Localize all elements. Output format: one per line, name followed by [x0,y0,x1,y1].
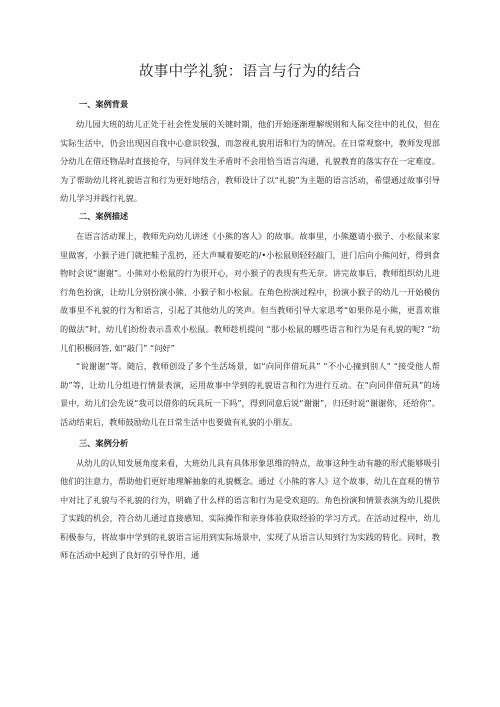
section-heading: 一、案例背景 [79,99,129,109]
section-heading: 三、案例分析 [79,437,129,448]
paragraph: “说谢谢”等。随后，教师创设了多个生活场景，如“向同伴借玩具” “不小心撞到别人” “接受他人帮助”等，让幼儿分组进行情景表演，运用故事中学到的礼貌语言和行为进行互动。在“向同伴借玩具”的场景中，幼儿们会先说“我可以借你的玩具玩一下吗”，得到同意后说“谢谢”，归还时说“谢谢你，还给你”。活动结束后，教师鼓励幼儿在日常生活中也要做有礼貌的小朋友。 [60,361,440,427]
section-analysis [60,437,440,566]
section-background [60,98,440,208]
paragraph: 在语言活动课上，教师先向幼儿讲述《小熊的客人》的故事。故事里，小熊邀请小猴子、小松鼠来家里做客，小猴子进门就把鞋子乱扔，还大声喊着要吃的/•小松鼠则轻轻敲门，进门后向小熊问好，得到食物时会说“谢谢”。小熊对小松鼠的行为很开心，对小猴子的表现有些无奈。讲完故事后，教师组织幼儿进行角色扮演，让幼儿分别扮演小熊、小猴子和小松鼠。在角色扮演过程中，扮演小猴子的幼儿一开始模仿故事里不礼貌的行为和语言，引起了其他幼儿的笑声。但当教师引导大家思考“如果你是小熊，更喜欢谁的做法”时，幼儿们纷纷表示喜欢小松鼠。教师趁机提问 “那小松鼠的哪些语言和行为是有礼貌的呢? ”幼儿们积极回答, 如“敲门” “问好” [60,230,440,353]
document-title: 故事中学礼貌：语言与行为的结合 [139,64,361,80]
paragraph: 从幼儿的认知发展角度来看，大班幼儿具有具体形象思维的特点，故事这种生动有趣的形式能够吸引他们的注意力，帮助他们更好地理解抽象的礼貌概念。通过《小熊的客人》这个故事，幼儿在直观的情节中对比了礼貌与不礼貌的行为，明确了什么样的语言和行为是受欢迎的。角色扮演和情景表演为幼儿提供了实践的机会，符合幼儿通过直接感知、实际操作和亲身体验获取经验的学习方式。在活动过程中，幼儿积极参与，将故事中学到的礼貌语言运用到实际场景中，实现了从语言认知到行为实践的转化。同时，教师在活动中起到了良好的引导作用，通 [60,457,440,561]
section-description [60,210,440,432]
paragraph: 幼儿园大班的幼儿正处于社会性发展的关键时期，他们开始逐渐理解规则和人际交往中的礼仪，但在实际生活中，仍会出现因自我中心意识较强，而忽视礼貌用语和行为的情况。在日常观察中，教师发现部分幼儿在借还物品时直接抢夺，与同伴发生矛盾时不会用恰当语言沟通，礼貌教育的落实存在一定难度。为了帮助幼儿将礼貌语言和行为更好地结合，教师设计了以“礼貌”为主题的语言活动，希望通过故事引导幼儿学习并践行礼貌。 [60,119,440,204]
section-heading: 二、案例描述 [79,210,129,221]
